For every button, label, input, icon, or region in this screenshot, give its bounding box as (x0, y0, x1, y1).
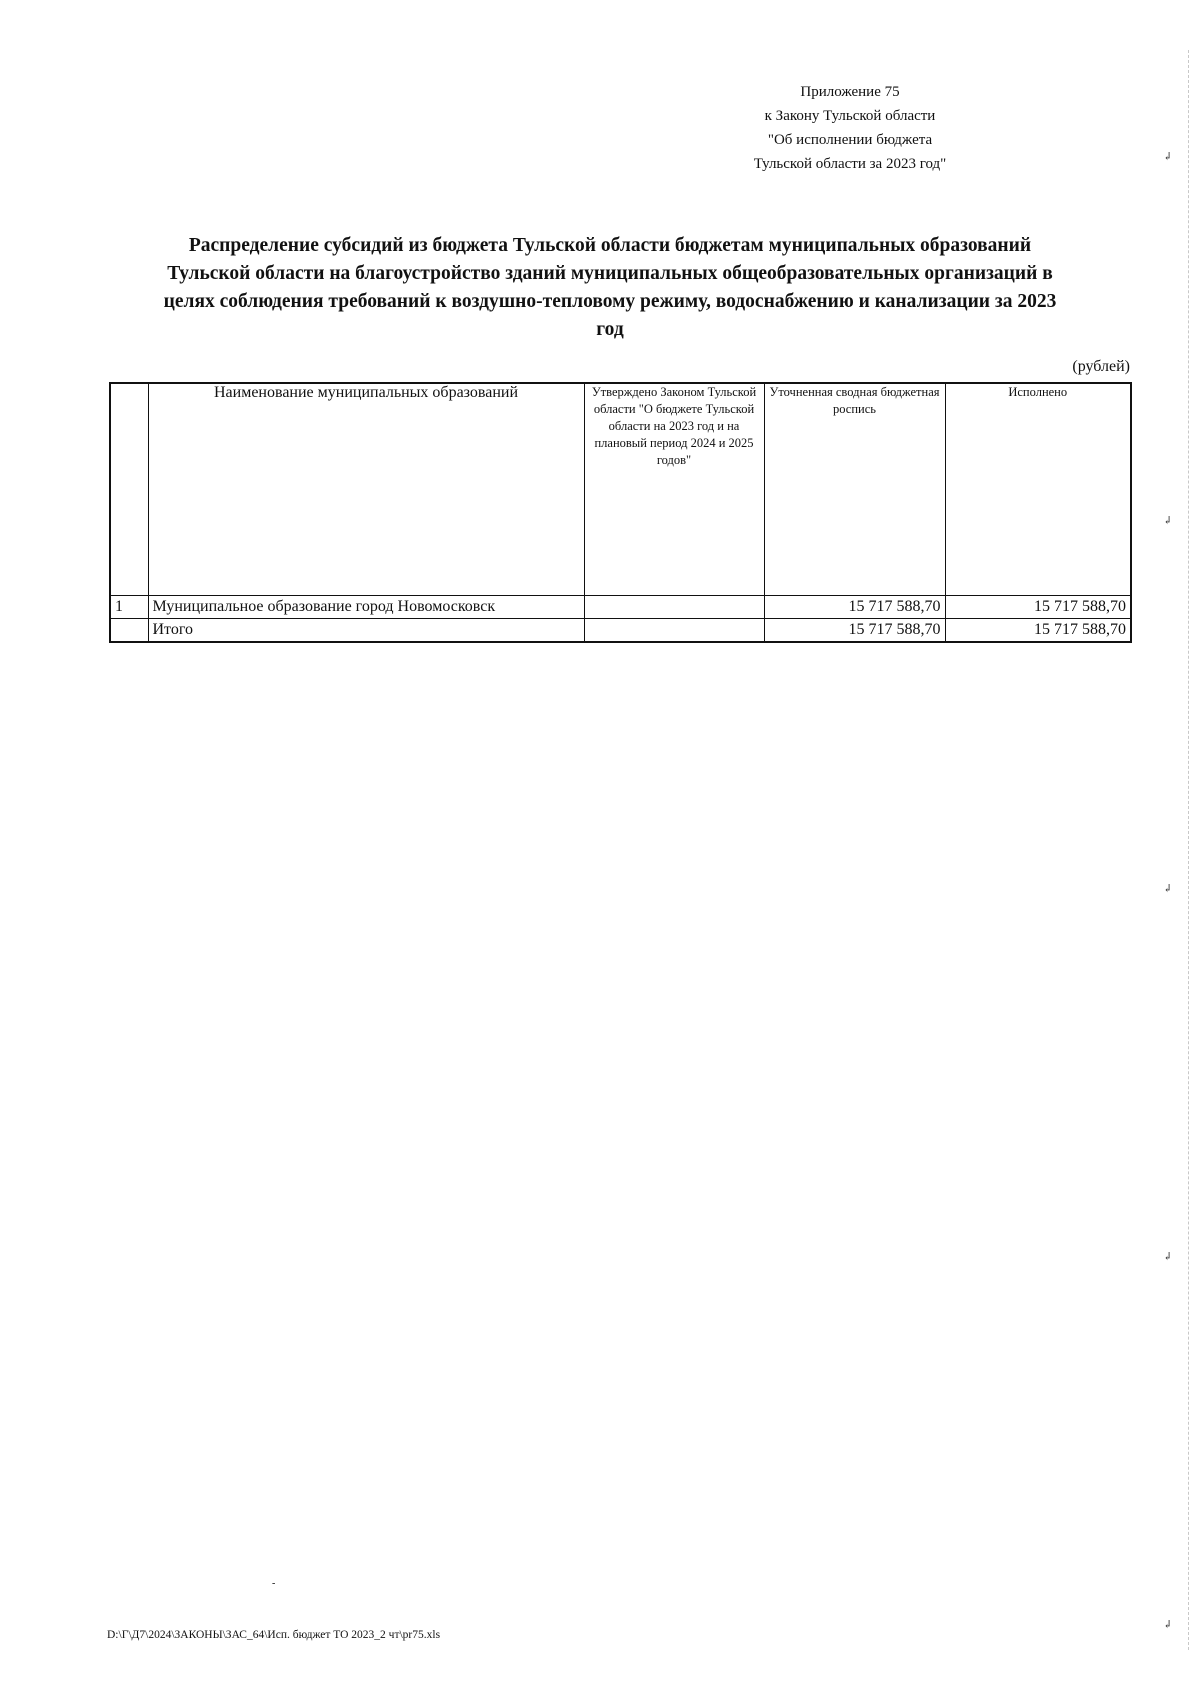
table-header-row (110, 383, 1131, 596)
title-line-1: Распределение субсидий из бюджета Тульской области бюджетам муниципальных образований (188, 235, 1032, 256)
total-revised: 15 717 588,70 (764, 619, 945, 643)
row-executed: 15 717 588,70 (945, 596, 1131, 619)
title-line-4: год (596, 319, 624, 340)
binding-mark-icon: ↲ (1163, 1251, 1173, 1263)
row-number: 1 (110, 596, 148, 619)
document-title (110, 232, 1110, 344)
binding-mark-icon: ↲ (1163, 151, 1173, 163)
title-line-2: Тульской области на благоустройство зданий муниципальных общеобразовательных организаций в (167, 263, 1053, 284)
appendix-line-2: к Закону Тульской области (764, 108, 936, 124)
total-approved (584, 619, 764, 643)
stray-mark: - (272, 1578, 276, 1589)
binding-mark-icon: ↲ (1163, 515, 1173, 527)
binding-mark-icon: ↲ (1163, 1619, 1173, 1631)
header-revised-budget: Уточненная сводная бюджетная роспись (764, 383, 945, 596)
subsidy-table (109, 382, 1132, 643)
row-approved (584, 596, 764, 619)
table-row (110, 596, 1131, 619)
table-total-row (110, 619, 1131, 643)
appendix-line-3: "Об исполнении бюджета (767, 132, 933, 148)
units-label: (рублей) (1072, 358, 1130, 375)
binding-mark-icon: ↲ (1163, 883, 1173, 895)
appendix-line-4: Тульской области за 2023 год" (753, 156, 947, 172)
title-line-3: целях соблюдения требований к воздушно-тепловому режиму, водоснабжению и канализации за 2023 (163, 291, 1057, 312)
appendix-note (700, 80, 1000, 176)
row-revised: 15 717 588,70 (764, 596, 945, 619)
header-municipality-name: Наименование муниципальных образований (148, 383, 584, 596)
appendix-line-1: Приложение 75 (800, 84, 900, 100)
header-number (110, 383, 148, 596)
total-label: Итого (148, 619, 584, 643)
total-executed: 15 717 588,70 (945, 619, 1131, 643)
header-executed: Исполнено (945, 383, 1131, 596)
scan-edge-line (1188, 50, 1189, 1650)
total-number (110, 619, 148, 643)
file-path: D:\Г\Д7\2024\ЗАКОНЫ\ЗАС_64\Исп. бюджет ТО 2023_2 чт\pr75.xls (107, 1629, 441, 1641)
row-municipality-name: Муниципальное образование город Новомосковск (148, 596, 584, 619)
header-approved-by-law: Утверждено Законом Тульской области "О бюджете Тульской области на 2023 год и на плановый период 2024 и 2025 годов" (584, 383, 764, 596)
